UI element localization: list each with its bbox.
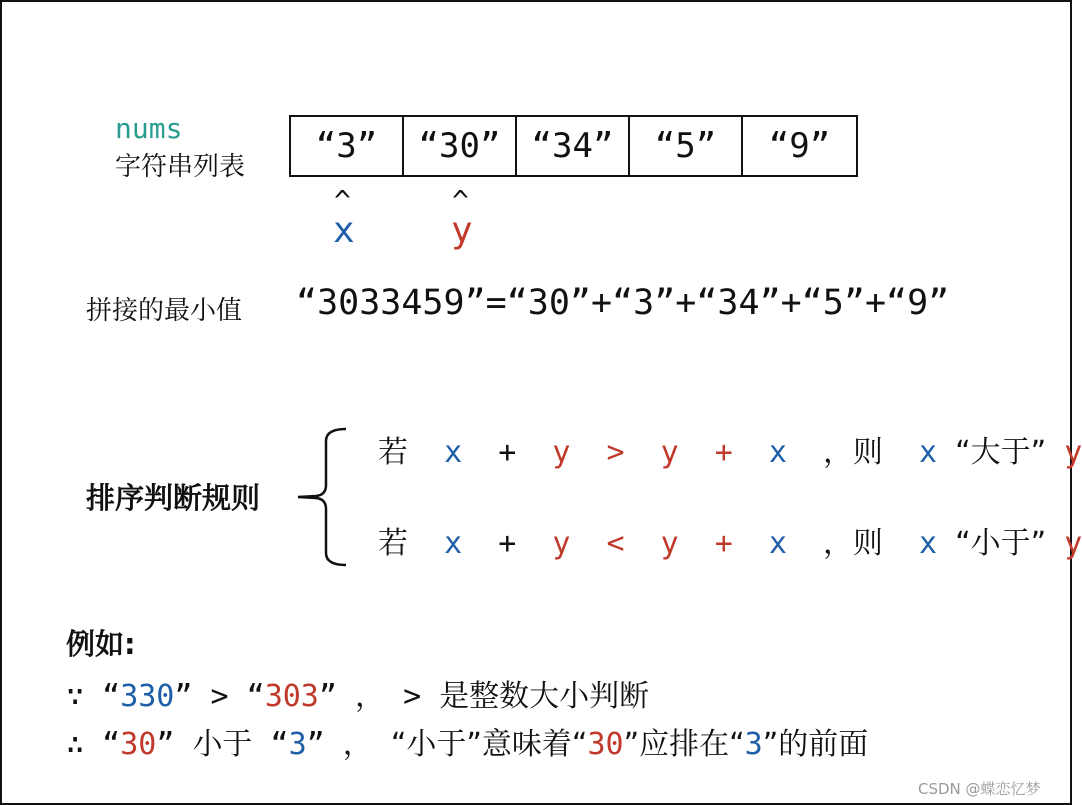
front-text: ”的前面 [762,727,869,762]
number-330-part: 330 [120,679,175,714]
pointer-caret-x: ^ [334,184,351,217]
rule-operator: < [606,526,625,561]
rules-label: 排序判断规则 [86,481,261,515]
rule-greater [378,427,1082,471]
array-cell: “5” [630,117,743,175]
rule-x: x [444,435,463,470]
number-3: 3 [288,727,307,762]
rule-y: y [552,526,571,561]
therefore-symbol: ∴ [66,727,85,762]
comma: ， [355,679,385,714]
rule-x: x [919,435,938,470]
example-title: 例如: [66,627,136,661]
watermark: CSDN @蝶恋忆梦 [918,780,1041,798]
rule-then: ，则 [822,526,883,561]
quote-close: ” [318,679,337,714]
rule-relation: “小于” [955,526,1047,561]
greater-sign: > [210,679,229,714]
comma: ， [342,727,373,762]
quote-open: “ [246,679,265,714]
pointer-caret-y: ^ [452,184,469,217]
rule-if: 若 [378,435,408,470]
rule-then: ，则 [822,435,883,470]
number-30: 30 [120,727,157,762]
array-cell: “9” [768,126,831,166]
rule-x: x [919,526,938,561]
example-line-because [66,671,649,715]
pointer-y: y [451,210,473,251]
array-cell: “30” [404,117,517,175]
meaning-text: 意味着“ [481,727,588,762]
rule-if: 若 [378,526,408,561]
rule-less [378,518,1082,562]
greater-sign: > [403,679,422,714]
integer-compare-text: 是整数大小判断 [439,679,650,714]
less-quote-text: “小于” [390,727,482,762]
rule-relation: “大于” [955,435,1047,470]
rule-x: x [768,435,787,470]
rule-operator: > [606,435,625,470]
rule-plus: + [714,526,733,561]
rules-brace [290,425,350,570]
pointer-x: x [333,210,355,251]
order-text: ”应排在“ [623,727,745,762]
quote-close: ” [174,679,193,714]
quote-open: “ [102,727,121,762]
number-3: 3 [744,727,763,762]
array-cell: “34” [517,117,630,175]
because-symbol: ∵ [66,679,85,714]
array-cell: “3” [291,117,404,175]
rule-plus: + [498,526,517,561]
rule-y: y [1064,435,1082,470]
quote-open: “ [102,679,121,714]
quote-open: “ [270,727,289,762]
concat-label: 拼接的最小值 [86,296,243,326]
rule-y: y [660,526,679,561]
string-array [289,115,858,177]
rule-y: y [660,435,679,470]
list-name: nums [115,112,183,145]
rule-y: y [1064,526,1082,561]
rule-y: y [552,435,571,470]
quote-close: ” [156,727,175,762]
number-30: 30 [587,727,624,762]
quote-close: ” [306,727,325,762]
example-line-therefore [66,719,868,763]
list-caption: 字符串列表 [115,152,246,182]
less-than-text: 小于 [192,727,253,762]
rule-x: x [444,526,463,561]
rule-plus: + [714,435,733,470]
rule-plus: + [498,435,517,470]
concat-expression: “3033459”=“30”+“3”+“34”+“5”+“9” [296,283,950,323]
rule-x: x [768,526,787,561]
number-303-part: 303 [264,679,319,714]
